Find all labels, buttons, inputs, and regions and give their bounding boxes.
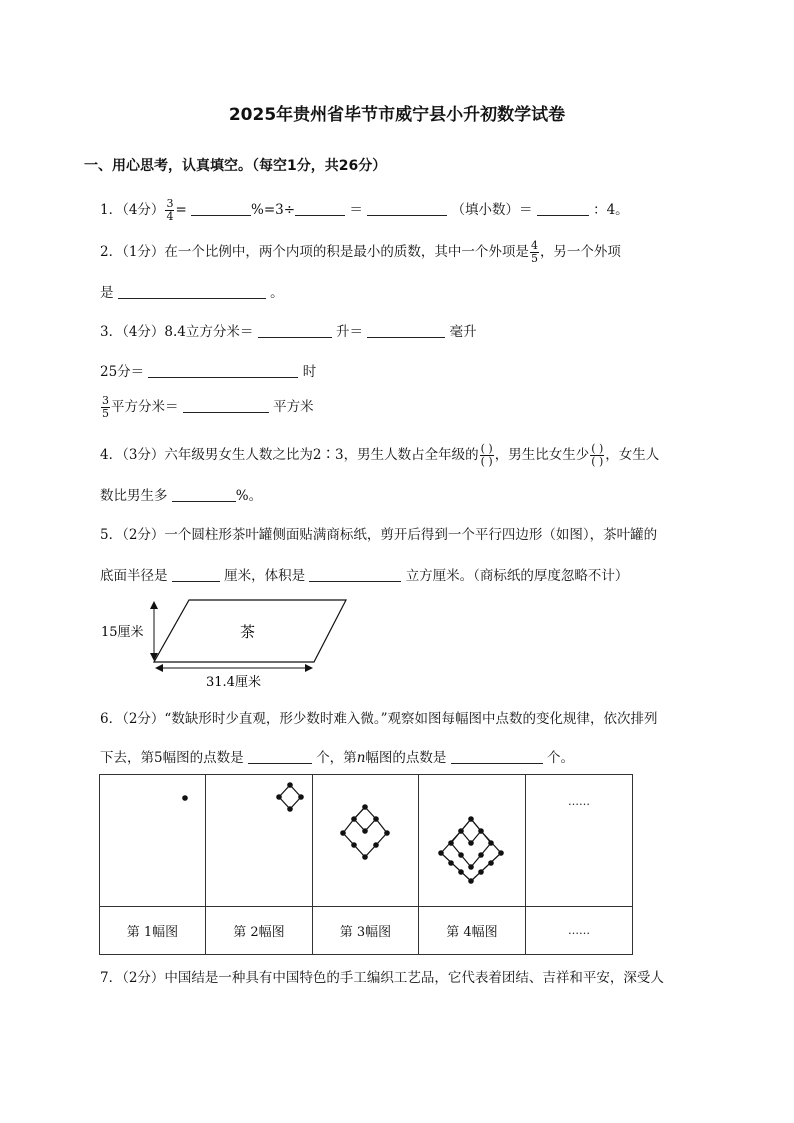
q3-text-2: 毫升 [449, 324, 477, 340]
q3-l2-tail: 时 [302, 364, 317, 380]
q1-blank-3[interactable] [367, 201, 447, 216]
q5-l2-tail: 立方厘米。（商标纸的厚度忽略不计） [405, 568, 629, 584]
q3-l3-tail: 平方米 [273, 399, 314, 415]
q6-blank-2[interactable] [451, 749, 543, 764]
caption-2: 第 2幅图 [205, 907, 312, 955]
q3-blank-4[interactable] [183, 398, 269, 413]
caption-3: 第 3幅图 [312, 907, 418, 955]
question-3-line-3 [100, 395, 314, 420]
page-title: 2025年贵州省毕节市威宁县小升初数学试卷 [228, 105, 566, 125]
q3-l2-head: 25分＝ [100, 364, 145, 380]
figure-1-dots [100, 775, 206, 906]
q2-line2-head: 是 [100, 285, 114, 301]
section-heading: 一、用心思考，认真填空。（每空1分，共26分） [84, 158, 387, 174]
q4-frac2-den: ( ) [591, 455, 604, 468]
q3-fraction [101, 395, 110, 420]
figure-1-cell [100, 775, 206, 907]
q5-l2-mid: 厘米，体积是 [224, 568, 306, 584]
q3-text-1: 升＝ [336, 324, 363, 340]
q3-frac-den: 5 [102, 407, 109, 420]
q2-frac-num: 4 [530, 239, 538, 252]
q1-blank-1[interactable] [191, 201, 251, 216]
q4-frac1-num: ( ) [480, 442, 493, 455]
ellipsis-top: …… [567, 795, 590, 808]
question-2 [100, 240, 621, 265]
question-5 [100, 523, 657, 543]
tea-label: 茶 [240, 623, 256, 641]
question-7 [100, 966, 664, 986]
question-6 [100, 707, 657, 727]
q3-blank-2[interactable] [367, 323, 445, 338]
q2-line2-tail: 。 [270, 285, 284, 301]
question-5-line-2 [100, 564, 628, 584]
q5-blank-1[interactable] [172, 567, 220, 582]
q4-frac2-num: ( ) [591, 442, 604, 455]
q6-l2-mid1: 个，第 [316, 750, 357, 766]
q4-line2-tail: %。 [235, 488, 263, 504]
q6-l2-mid2: 幅图的点数是 [365, 750, 447, 766]
q1-blank-2[interactable] [295, 201, 345, 216]
q4-fraction-2 [590, 443, 604, 468]
q4-tail: ，女生人 [605, 447, 660, 463]
q1-text-3: ＝ [349, 202, 363, 218]
parallelogram-figure [96, 592, 366, 692]
q1-frac-num: 3 [166, 197, 174, 210]
q1-blank-4[interactable] [537, 201, 589, 216]
q2-blank[interactable] [118, 284, 266, 299]
q6-lead: 6．（2分）“数缺形时少直观，形少数时难入微。”观察如图每幅图中点数的变化规律，依次排列 [100, 711, 658, 727]
q3-lead: 3．（4分）8.4立方分米＝ [100, 324, 254, 340]
question-1 [100, 198, 629, 223]
question-4-line-2 [100, 484, 262, 504]
q4-blank[interactable] [172, 487, 236, 502]
q4-mid: ，男生比女生少 [494, 447, 590, 463]
figure-4-dots [419, 775, 526, 906]
q4-fraction-1 [480, 443, 494, 468]
q3-blank-3[interactable] [148, 363, 298, 378]
caption-5: …… [525, 907, 632, 955]
question-6-line-2 [100, 746, 574, 766]
q5-lead: 5．（2分）一个圆柱形茶叶罐侧面贴满商标纸，剪开后得到一个平行四边形（如图），茶叶罐的 [100, 527, 658, 543]
q6-l2-tail: 个。 [546, 750, 574, 766]
q1-frac-den: 4 [166, 210, 174, 223]
q4-line2-head: 数比男生多 [100, 488, 168, 504]
captions-row [100, 907, 633, 955]
q6-l2-head: 下去，第5幅图的点数是 [100, 750, 244, 766]
height-label: 15厘米 [101, 625, 144, 640]
q6-n-variable: n [356, 750, 366, 766]
figure-3-cell [312, 775, 418, 907]
q4-lead: 4．（3分）六年级男女生人数之比为2∶3，男生人数占全年级的 [100, 447, 479, 463]
q2-lead: 2．（1分）在一个比例中，两个内项的积是最小的质数，其中一个外项是 [100, 244, 529, 260]
caption-1: 第 1幅图 [100, 907, 206, 955]
figure-4-cell [418, 775, 525, 907]
question-3 [100, 320, 477, 340]
dot [182, 795, 188, 801]
question-3-line-2 [100, 360, 316, 380]
figure-2-cell [205, 775, 312, 907]
q3-blank-1[interactable] [258, 323, 332, 338]
q7-lead: 7．（2分）中国结是一种具有中国特色的手工编织工艺品，它代表着团结、吉祥和平安，深受人 [100, 970, 664, 986]
q2-frac-den: 5 [530, 252, 538, 265]
figure-3-dots [313, 775, 419, 906]
q5-blank-2[interactable] [309, 567, 401, 582]
q2-fraction [530, 240, 539, 265]
q1-text-5: ：4。 [593, 202, 629, 218]
figures-row [100, 775, 633, 907]
q1-text-1: = [175, 202, 187, 218]
q4-frac1-den: ( ) [480, 455, 493, 468]
q2-tail: ，另一个外项 [539, 244, 621, 260]
q3-frac-num: 3 [102, 394, 109, 407]
q1-lead: 1．（4分） [100, 202, 165, 218]
base-label: 31.4厘米 [206, 675, 261, 690]
q6-blank-1[interactable] [248, 749, 312, 764]
q1-text-2: %=3÷ [251, 202, 296, 218]
question-2-line-2 [100, 281, 284, 301]
q3-l3-mid: 平方分米＝ [111, 399, 179, 415]
q5-l2-head: 底面半径是 [100, 568, 168, 584]
caption-4: 第 4幅图 [418, 907, 525, 955]
q1-fraction [165, 198, 174, 223]
figure-2-dots [206, 775, 313, 906]
dot-pattern-table [99, 774, 633, 955]
question-4 [100, 443, 659, 468]
q1-text-4: （填小数）＝ [451, 202, 533, 218]
figure-5-cell [525, 775, 632, 907]
